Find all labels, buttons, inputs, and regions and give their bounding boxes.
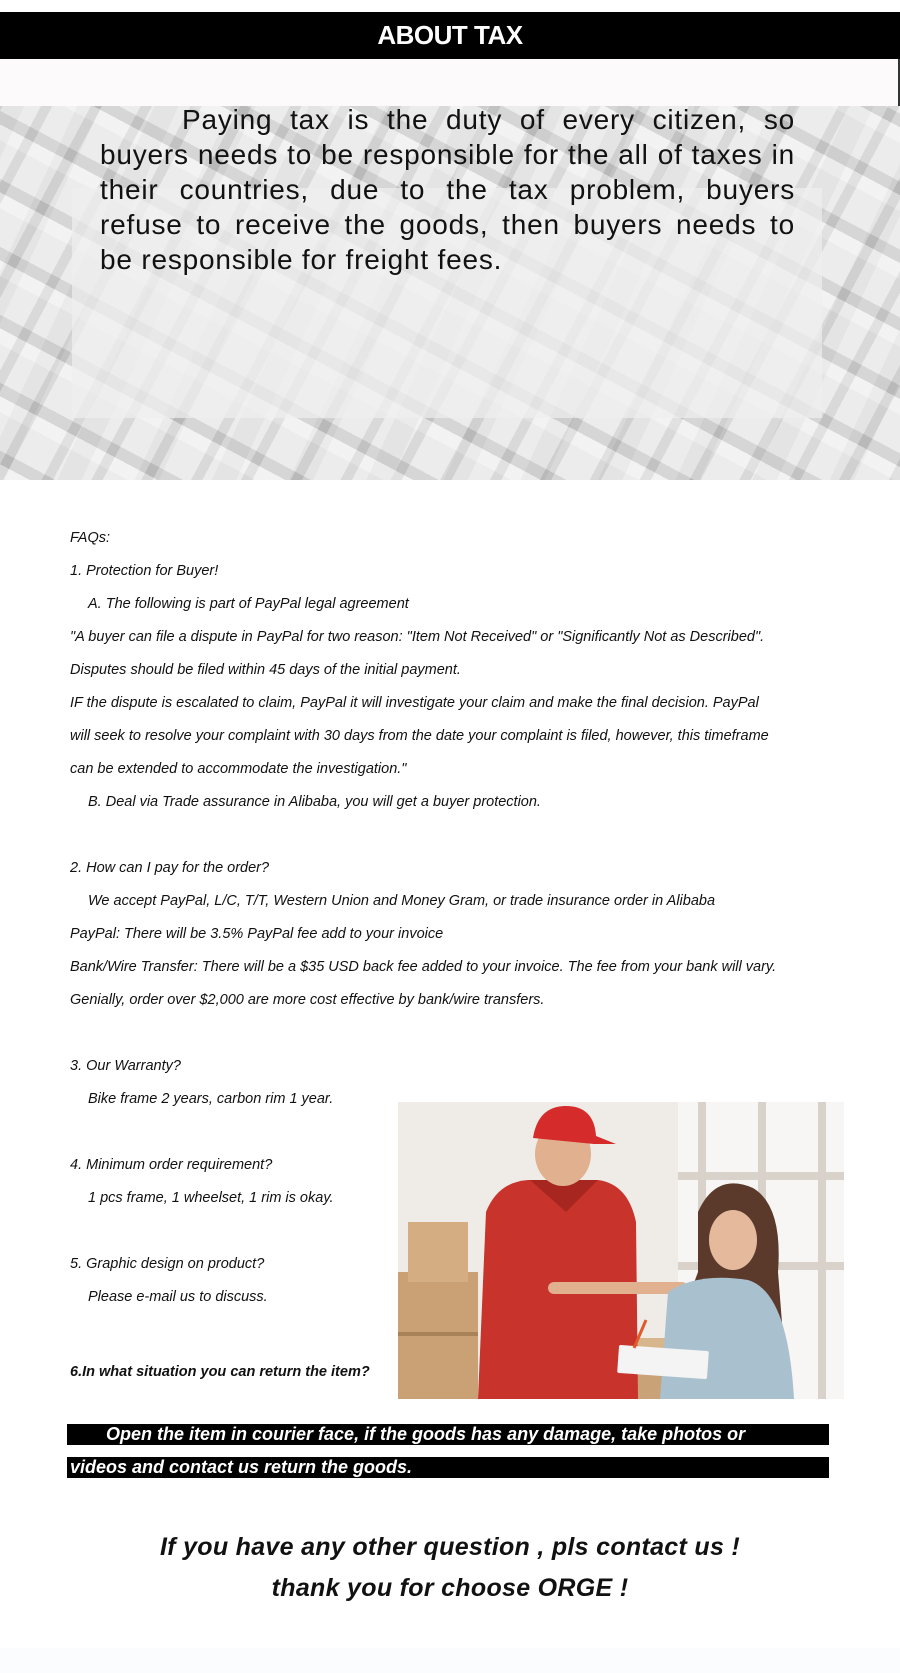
faq-answer: Bank/Wire Transfer: There will be a $35 USD back fee added to your invoice. The fee from your bank will vary.	[70, 959, 777, 975]
faq-answer: Disputes should be filed within 45 days of the initial payment.	[70, 662, 461, 678]
faq-answer: A. The following is part of PayPal legal agreement	[88, 596, 409, 612]
faq-question: 6.In what situation you can return the item?	[70, 1364, 370, 1380]
page-title: ABOUT TAX	[0, 12, 900, 59]
faq-question: 3. Our Warranty?	[70, 1058, 181, 1074]
footer-band	[0, 1648, 900, 1673]
closing-contact: If you have any other question , pls contact us !	[159, 1533, 741, 1561]
faq-answer: Please e-mail us to discuss.	[88, 1289, 268, 1305]
faq-answer: IF the dispute is escalated to claim, PayPal it will investigate your claim and make the final decision. PayPal	[70, 695, 759, 711]
faq-answer: B. Deal via Trade assurance in Alibaba, you will get a buyer protection.	[88, 794, 541, 810]
faq-question: 2. How can I pay for the order?	[70, 860, 270, 876]
faq-heading: FAQs:	[70, 530, 111, 546]
faq-answer: "A buyer can file a dispute in PayPal for two reason: "Item Not Received" or "Significantly Not as Described".	[70, 629, 765, 645]
return-policy-line-2: videos and contact us return the goods.	[67, 1457, 829, 1478]
faq-question: 1. Protection for Buyer!	[70, 563, 219, 579]
header-spacer	[0, 59, 900, 106]
courier-delivery-photo	[398, 1102, 844, 1399]
faq-question: 4. Minimum order requirement?	[70, 1157, 273, 1173]
return-policy-line-1: Open the item in courier face, if the goods has any damage, take photos or	[67, 1424, 829, 1445]
faq-question: 5. Graphic design on product?	[70, 1256, 265, 1272]
faq-answer: We accept PayPal, L/C, T/T, Western Union and Money Gram, or trade insurance order in Alibaba	[88, 893, 716, 909]
faq-answer: Genially, order over $2,000 are more cost effective by bank/wire transfers.	[70, 992, 545, 1008]
faq-answer: can be extended to accommodate the investigation."	[70, 761, 407, 777]
faq-answer: 1 pcs frame, 1 wheelset, 1 rim is okay.	[88, 1190, 334, 1206]
faq-answer: will seek to resolve your complaint with 30 days from the date your complaint is filed, however, this timeframe	[70, 728, 769, 744]
tax-notice-text: Paying tax is the duty of every citizen, so buyers needs to be responsible for the all of taxes in their countries, due to the tax problem, buyers refuse to receive the goods, then buyers needs to be responsible for freight fees.	[100, 104, 795, 275]
faq-answer: PayPal: There will be 3.5% PayPal fee add to your invoice	[70, 926, 444, 942]
closing-thanks: thank you for choose ORGE !	[271, 1574, 629, 1602]
faq-answer: Bike frame 2 years, carbon rim 1 year.	[88, 1091, 334, 1107]
